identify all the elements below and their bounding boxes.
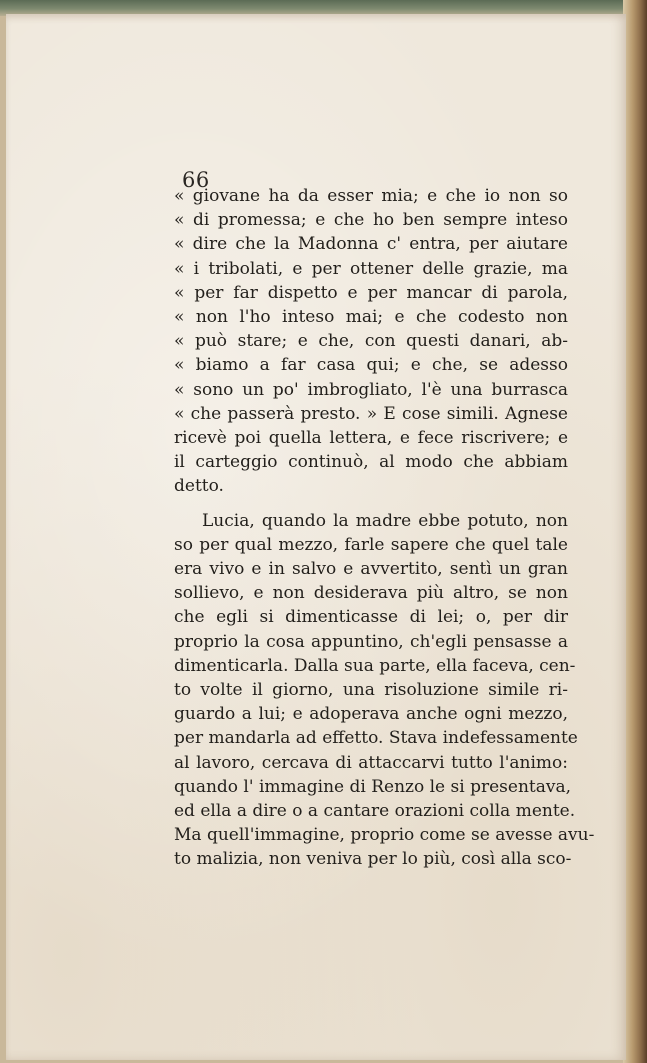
text-line: to volte il giorno, una risoluzione simile ri- [174,680,568,701]
book-page [6,14,626,1060]
book-right-edge [623,0,647,1063]
text-line: « sono un po' imbrogliato, l'è una burrasca [174,379,568,400]
text-line: ed ella a dire o a cantare orazioni colla mente. [174,801,576,822]
text-line: « che passerà presto. » E cose simili. Agnese [174,403,568,424]
text-line: « per far dispetto e per mancar di parola, [174,282,568,303]
text-line: « di promessa; e che ho ben sempre inteso [174,210,568,231]
text-line: per mandarla ad effetto. Stava indefessamente [174,728,578,749]
text-block [174,184,595,872]
text-line: era vivo e in salvo e avvertito, sentì un gran [174,559,568,580]
text-line: guardo a lui; e adoperava anche ogni mezzo, [174,704,568,725]
text-line: che egli si dimenticasse di lei; o, per dir [174,607,568,628]
text-line: dimenticarla. Dalla sua parte, ella faceva, cen- [174,655,576,676]
text-line: « giovane ha da esser mia; e che io non so [174,186,568,206]
text-line: sollievo, e non desiderava più altro, se non [174,583,568,604]
text-line: so per qual mezzo, farle sapere che quel tale [174,534,568,555]
text-line: « può stare; e che, con questi danari, ab- [174,331,568,352]
text-line: al lavoro, cercava di attaccarvi tutto l'animo: [174,752,568,773]
text-line: « non l'ho inteso mai; e che codesto non [174,307,568,328]
text-line: quando l' immagine di Renzo le si presentava, [174,776,572,797]
text-line: detto. [174,476,224,497]
text-line: il carteggio continuò, al modo che abbiam [174,452,568,473]
text-line: to malizia, non veniva per lo più, così alla sco- [174,849,572,870]
paragraph-gap [174,499,568,509]
text-line: ricevè poi quella lettera, e fece riscrivere; e [174,428,568,449]
page-number: 66 [182,168,210,192]
text-line: « biamo a far casa qui; e che, se adesso [174,355,568,376]
text-line: Lucia, quando la madre ebbe potuto, non [202,510,568,531]
text-line: « i tribolati, e per ottener delle grazie, ma [174,258,568,279]
text-line: proprio la cosa appuntino, ch'egli pensasse a [174,631,568,652]
text-line: « dire che la Madonna c' entra, per aiutare [174,234,568,255]
text-line: Ma quell'immagine, proprio come se avesse avu- [174,825,595,846]
